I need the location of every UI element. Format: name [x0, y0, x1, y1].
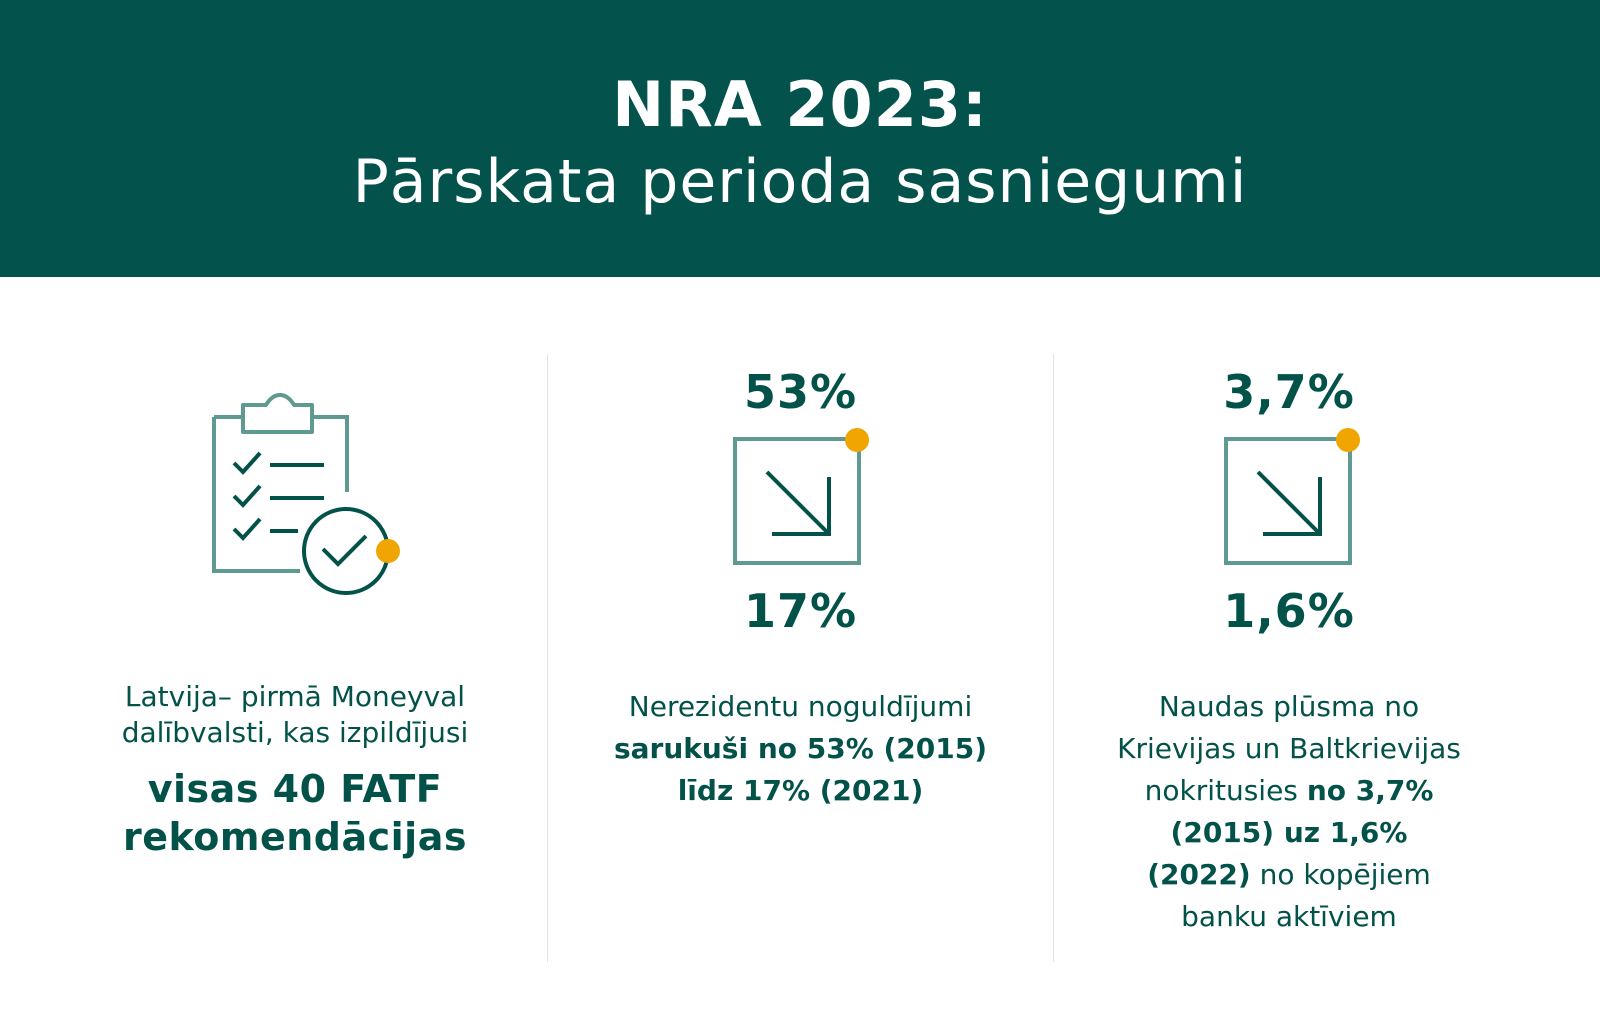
achievement-column-cashflow: [1054, 0, 1524, 1029]
clipboard-check-icon: [206, 392, 406, 606]
cashflow-caption-line: [1054, 854, 1524, 896]
cashflow-caption-bold: no 3,7%: [1306, 774, 1434, 807]
cashflow-caption-line: banku aktīviem: [1181, 900, 1397, 933]
page-subtitle: Pārskata perioda sasniegumi: [352, 147, 1248, 217]
page-title: NRA 2023:: [612, 68, 988, 141]
achievement-column-fatf: [0, 0, 547, 1029]
fatf-highlight-line: rekomendācijas: [123, 815, 467, 859]
deposits-caption-bold-line: līdz 17% (2021): [677, 774, 924, 807]
deposits-caption-bold-line: sarukuši no 53% (2015): [613, 732, 988, 765]
achievement-column-deposits: [548, 0, 1053, 1029]
fatf-highlight-line: visas 40 FATF: [147, 767, 443, 811]
cashflow-caption: [1054, 686, 1524, 938]
fatf-caption-line: Latvija– pirmā Moneyval: [124, 680, 466, 713]
cashflow-caption-line: Naudas plūsma no: [1158, 690, 1420, 723]
arrow-down-right-icon: [1224, 423, 1374, 572]
cashflow-caption-text: nokritusies: [1144, 774, 1307, 807]
deposits-from-value: 53%: [743, 365, 858, 419]
cashflow-caption-line: Krievijas un Baltkrievijas: [1117, 732, 1461, 765]
cashflow-to-value: 1,6%: [1223, 584, 1355, 638]
deposits-caption: [548, 686, 1053, 812]
cashflow-from-value: 3,7%: [1223, 365, 1355, 419]
deposits-caption-line: Nerezidentu noguldījumi: [628, 690, 973, 723]
cashflow-caption-line: [1054, 770, 1524, 812]
deposits-to-value: 17%: [743, 584, 858, 638]
arrow-down-right-icon: [733, 423, 883, 572]
cashflow-caption-bold: (2022): [1147, 858, 1251, 891]
fatf-caption-line: dalībvalsti, kas izpildījusi: [121, 716, 469, 749]
cashflow-caption-bold-line: (2015) uz 1,6%: [1170, 816, 1408, 849]
fatf-caption: [60, 679, 530, 861]
cashflow-caption-text: no kopējiem: [1250, 858, 1431, 891]
